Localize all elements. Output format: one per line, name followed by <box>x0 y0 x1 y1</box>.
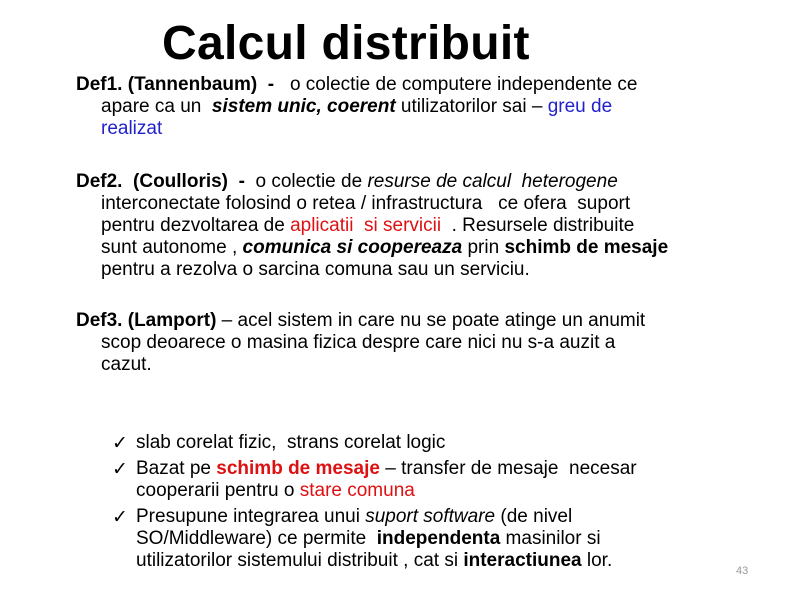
bullet-text: lor. <box>581 550 613 571</box>
definition-1 <box>76 74 776 140</box>
def2-separator: - <box>228 171 256 192</box>
def2-line-2: interconectate folosind o retea / infrastructura ce ofera suport <box>101 193 631 214</box>
def3-separator: – <box>216 310 238 331</box>
bullet-highlight: stare comuna <box>299 480 415 501</box>
bullet-highlight: schimb de mesaje <box>216 458 380 479</box>
slide-title: Calcul distribuit <box>162 17 530 70</box>
bullet-item <box>112 458 752 502</box>
def1-separator: - <box>257 74 290 95</box>
def1-text: utilizatorilor sai – <box>395 96 548 117</box>
bullet-text: – transfer de mesaje necesar <box>379 458 637 479</box>
def1-line-2 <box>76 96 776 118</box>
bullet-line <box>136 506 752 528</box>
def2-text: o colectie de <box>255 171 368 192</box>
checkmark-icon: ✓ <box>112 506 128 528</box>
def3-label: Def3. (Lamport) <box>76 310 217 331</box>
def1-text: apare ca un <box>101 96 212 117</box>
def2-line-5: pentru a rezolva o sarcina comuna sau un serviciu. <box>101 259 530 280</box>
def1-line-3: realizat <box>101 118 163 139</box>
bullet-line <box>136 480 752 502</box>
bullet-item <box>112 506 752 572</box>
bullet-text: cooperarii pentru o <box>136 480 300 501</box>
bullet-text: utilizatorilor sistemului distribuit , cat si <box>136 550 464 571</box>
def2-highlight: aplicatii si servicii <box>290 215 442 236</box>
def1-line-1 <box>76 74 776 96</box>
def2-emphasis: resurse de calcul heterogene <box>367 171 618 192</box>
def3-line-2: scop deoarece o masina fizica despre care nici nu s-a auzit a <box>101 332 616 353</box>
def2-line-1 <box>76 171 776 193</box>
bullet-text: Presupune integrarea unui <box>136 506 366 527</box>
def1-highlight: greu de <box>547 96 613 117</box>
def2-line-4 <box>76 237 776 259</box>
bullet-text: (de nivel <box>495 506 573 527</box>
def1-text: o colectie de computere independente ce <box>289 74 638 95</box>
checkmark-icon: ✓ <box>112 432 128 454</box>
def2-text: pentru dezvoltarea de <box>101 215 291 236</box>
bullet-line <box>136 528 752 550</box>
bullet-bold: independenta <box>376 528 501 549</box>
bullet-text: Bazat pe <box>136 458 217 479</box>
definition-3 <box>76 310 776 376</box>
bullet-text: SO/Middleware) ce permite <box>136 528 377 549</box>
def1-emphasis: sistem unic, coerent <box>211 96 396 117</box>
page-number: 43 <box>736 565 749 577</box>
bullet-line <box>136 458 752 480</box>
def2-bold: schimb de mesaje <box>504 237 669 258</box>
def2-text: sunt autonome , <box>101 237 243 258</box>
def3-text: acel sistem in care nu se poate atinge un anumit <box>237 310 646 331</box>
def2-emphasis: comunica si coopereaza <box>242 237 463 258</box>
bullet-bold: interactiunea <box>463 550 582 571</box>
def2-label: Def2. (Coulloris) <box>76 171 229 192</box>
def2-text: . Resursele distribuite <box>441 215 635 236</box>
bullet-text: masinilor si <box>500 528 601 549</box>
def1-label: Def1. (Tannenbaum) <box>76 74 258 95</box>
def2-line-3 <box>76 215 776 237</box>
bullet-line <box>136 550 752 572</box>
def3-line-3: cazut. <box>101 354 152 375</box>
bullet-text: slab corelat fizic, strans corelat logic <box>136 432 446 453</box>
bullet-item <box>112 432 752 454</box>
bullet-list <box>112 432 752 576</box>
definition-2 <box>76 171 776 281</box>
def2-text: prin <box>462 237 505 258</box>
def3-line-1 <box>76 310 776 332</box>
checkmark-icon: ✓ <box>112 458 128 480</box>
bullet-emphasis: suport software <box>365 506 496 527</box>
